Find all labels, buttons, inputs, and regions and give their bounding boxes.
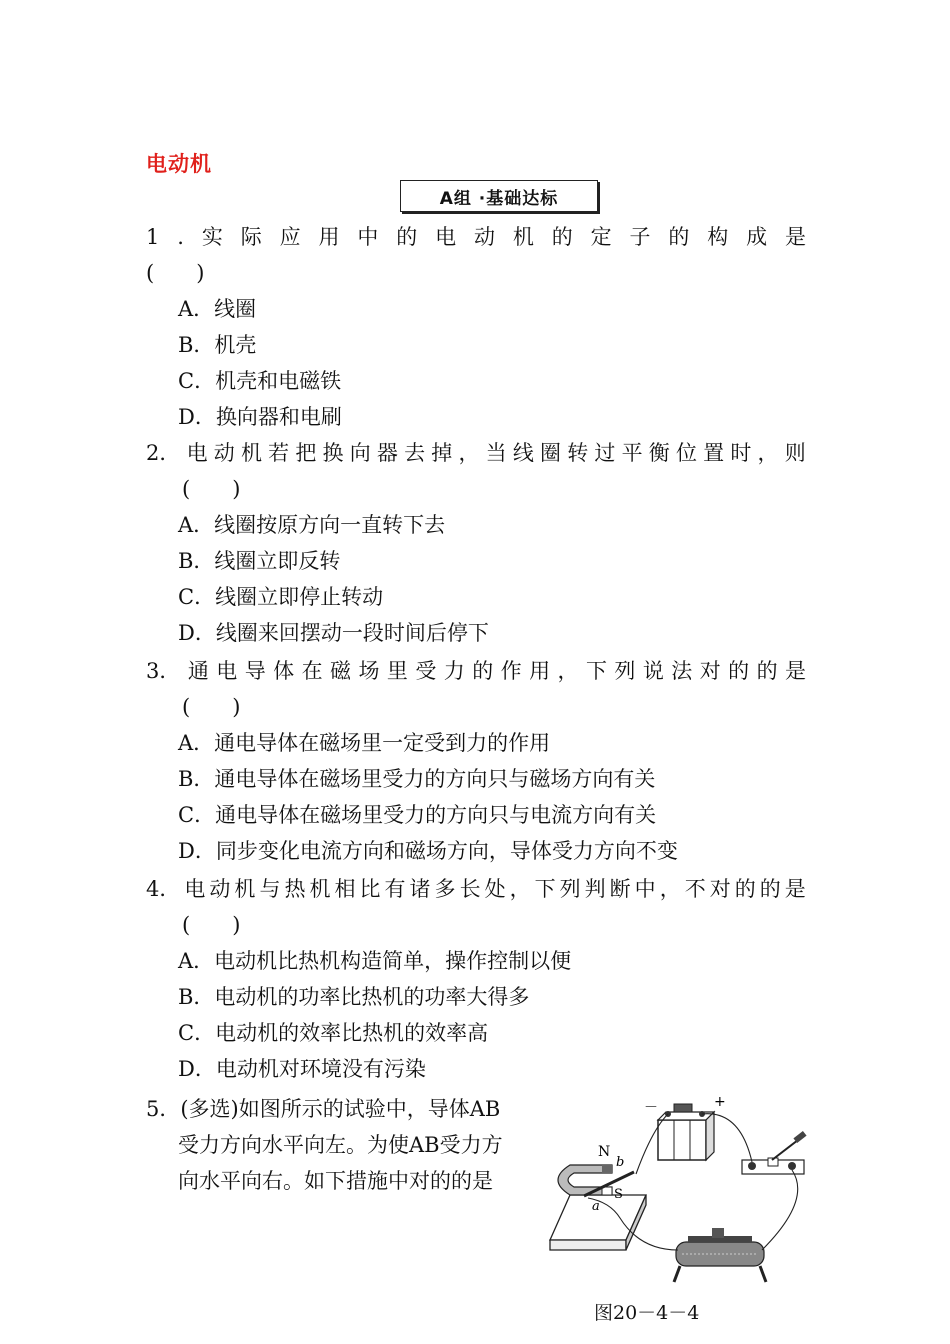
stem-char: 里 <box>386 659 408 683</box>
stem-char: 中 <box>634 877 656 901</box>
stem-char: 对 <box>709 877 731 901</box>
stem-char: 下 <box>585 659 607 683</box>
question-5-line-2: 受力方向水平向左。为使AB受力方 <box>178 1133 503 1157</box>
question-4-stem <box>146 874 806 904</box>
stem-char: 的 <box>756 659 778 683</box>
stem-char: 受 <box>415 659 437 683</box>
stem-char: 掉 <box>431 441 453 465</box>
stem-char: 换 <box>322 441 344 465</box>
question-2-option-c: C．线圈立即停止转动 <box>178 585 384 609</box>
stem-char: ， <box>458 441 480 465</box>
stem-char: 与 <box>259 877 281 901</box>
stem-char: 下 <box>534 877 556 901</box>
stem-char: 线 <box>512 441 534 465</box>
stem-char: 成 <box>746 225 768 249</box>
stem-char: 动 <box>213 441 235 465</box>
question-4-paren: ( ) <box>182 913 241 937</box>
stem-char: 器 <box>376 441 398 465</box>
stem-char: 机 <box>512 225 534 249</box>
question-4-option-b: B．电动机的功率比热机的功率大得多 <box>178 985 530 1009</box>
stem-char: 位 <box>675 441 697 465</box>
stem-char: 体 <box>273 659 295 683</box>
question-4-option-c: C．电动机的效率比热机的效率高 <box>178 1021 489 1045</box>
conductor-b-label: b <box>616 1155 625 1170</box>
stem-char: 电 <box>435 225 457 249</box>
stem-char: 则 <box>784 441 806 465</box>
stem-char: 3． <box>146 659 181 683</box>
stem-char: 的 <box>551 225 573 249</box>
stem-char: 动 <box>209 877 231 901</box>
stem-char: 列 <box>559 877 581 901</box>
stem-char: 热 <box>284 877 306 901</box>
stem-char: 有 <box>384 877 406 901</box>
stem-char: ， <box>509 877 531 901</box>
stem-char: 4． <box>146 877 181 901</box>
battery-minus-label: － <box>644 1100 658 1116</box>
stem-char: 通 <box>187 659 209 683</box>
question-3-stem <box>146 656 806 686</box>
stem-char: 转 <box>567 441 589 465</box>
question-2-stem <box>146 438 806 468</box>
question-4-option-a: A．电动机比热机构造简单，操作控制以便 <box>178 949 572 973</box>
question-1-stem <box>146 222 806 252</box>
question-3-paren: ( ) <box>182 695 241 719</box>
stem-char: 中 <box>357 225 379 249</box>
question-4-option-d: D．电动机对环境没有污染 <box>178 1057 426 1081</box>
stem-char: 平 <box>621 441 643 465</box>
stem-char: 的 <box>472 659 494 683</box>
stem-char: 的 <box>734 877 756 901</box>
stem-char: 法 <box>671 659 693 683</box>
switch <box>742 1131 807 1174</box>
stem-char: 实 <box>201 225 223 249</box>
stem-char: 处 <box>484 877 506 901</box>
stem-char: 的 <box>396 225 418 249</box>
question-1-paren: ( ) <box>146 261 205 285</box>
question-5-line-1: 5．(多选)如图所示的试验中，导体AB <box>146 1097 501 1121</box>
question-2-option-a: A．线圈按原方向一直转下去 <box>178 513 446 537</box>
stem-char: 说 <box>642 659 664 683</box>
rheostat <box>674 1228 766 1282</box>
stem-char: ， <box>757 441 779 465</box>
stem-char: 比 <box>359 877 381 901</box>
question-3-option-b: B．通电导体在磁场里受力的方向只与磁场方向有关 <box>178 767 656 791</box>
stem-char: 2． <box>146 441 181 465</box>
stem-char: 是 <box>784 225 806 249</box>
document-title: 电动机 <box>146 152 212 176</box>
stem-char: 的 <box>728 659 750 683</box>
stem-char: 定 <box>590 225 612 249</box>
question-1-option-a: A．线圈 <box>178 297 257 321</box>
stem-char: 衡 <box>648 441 670 465</box>
stem-char: 磁 <box>330 659 351 683</box>
stem-char: 圈 <box>540 441 561 465</box>
circuit-figure <box>540 1090 835 1300</box>
stem-char: 置 <box>703 441 725 465</box>
figure-caption: 图20－4－4 <box>594 1302 700 1324</box>
stem-char: ， <box>557 659 579 683</box>
stem-char: 力 <box>443 659 465 683</box>
stem-char: 向 <box>349 441 371 465</box>
stem-char: 用 <box>318 225 340 249</box>
stem-char: 是 <box>785 659 806 683</box>
stem-char: 应 <box>279 225 301 249</box>
stem-char: 当 <box>485 441 507 465</box>
question-1-option-b: B．机壳 <box>178 333 257 357</box>
stem-char: 多 <box>434 877 456 901</box>
stem-char: 1 <box>146 225 160 249</box>
question-2-option-d: D．线圈来回摆动一段时间后停下 <box>178 621 489 645</box>
question-1-option-c: C．机壳和电磁铁 <box>178 369 342 393</box>
stem-char: 判 <box>584 877 606 901</box>
stem-char: 机 <box>309 877 331 901</box>
stem-char: 在 <box>301 659 323 683</box>
question-2-option-b: B．线圈立即反转 <box>178 549 341 573</box>
stem-char: 作 <box>500 659 522 683</box>
stem-char: 对 <box>699 659 721 683</box>
stem-char: 相 <box>334 877 356 901</box>
stem-char: . <box>177 225 184 249</box>
stem-char: 场 <box>358 659 380 683</box>
stem-char: 动 <box>473 225 495 249</box>
stem-char: 用 <box>529 659 551 683</box>
magnet-s-label: S <box>614 1187 623 1202</box>
battery <box>658 1104 714 1160</box>
stem-char: 机 <box>240 441 262 465</box>
stem-char: 子 <box>629 225 651 249</box>
battery-plus-label: + <box>714 1094 726 1110</box>
stem-char: 电 <box>186 441 208 465</box>
stem-char: 长 <box>459 877 481 901</box>
stem-char: 若 <box>268 441 290 465</box>
stem-char: ， <box>659 877 681 901</box>
stem-char: 诸 <box>409 877 431 901</box>
stem-char: 际 <box>240 225 262 249</box>
question-3-option-c: C．通电导体在磁场里受力的方向只与电流方向有关 <box>178 803 657 827</box>
stem-char: 把 <box>295 441 317 465</box>
question-3-option-d: D．同步变化电流方向和磁场方向，导体受力方向不变 <box>178 839 678 863</box>
section-header: A组 ·基础达标 <box>400 180 598 212</box>
question-2-paren: ( ) <box>182 477 241 501</box>
stem-char: 导 <box>244 659 266 683</box>
stem-char: 断 <box>609 877 631 901</box>
stem-char: 不 <box>684 877 706 901</box>
question-1-option-d: D．换向器和电刷 <box>178 405 342 429</box>
stem-char: 列 <box>614 659 636 683</box>
stem-char: 去 <box>404 441 426 465</box>
stem-char: 过 <box>594 441 616 465</box>
stem-char: 构 <box>707 225 729 249</box>
stem-char: 是 <box>784 877 806 901</box>
stem-char: 的 <box>759 877 781 901</box>
question-3-option-a: A．通电导体在磁场里一定受到力的作用 <box>178 731 551 755</box>
magnet-n-label: N <box>598 1144 611 1160</box>
question-5-line-3: 向水平向右。如下措施中对的的是 <box>178 1169 493 1193</box>
stem-char: 电 <box>184 877 206 901</box>
stem-char: 时 <box>730 441 752 465</box>
stem-char: 的 <box>668 225 690 249</box>
stem-char: 机 <box>234 877 256 901</box>
conductor-a-label: a <box>592 1199 600 1214</box>
stem-char: 电 <box>216 659 238 683</box>
